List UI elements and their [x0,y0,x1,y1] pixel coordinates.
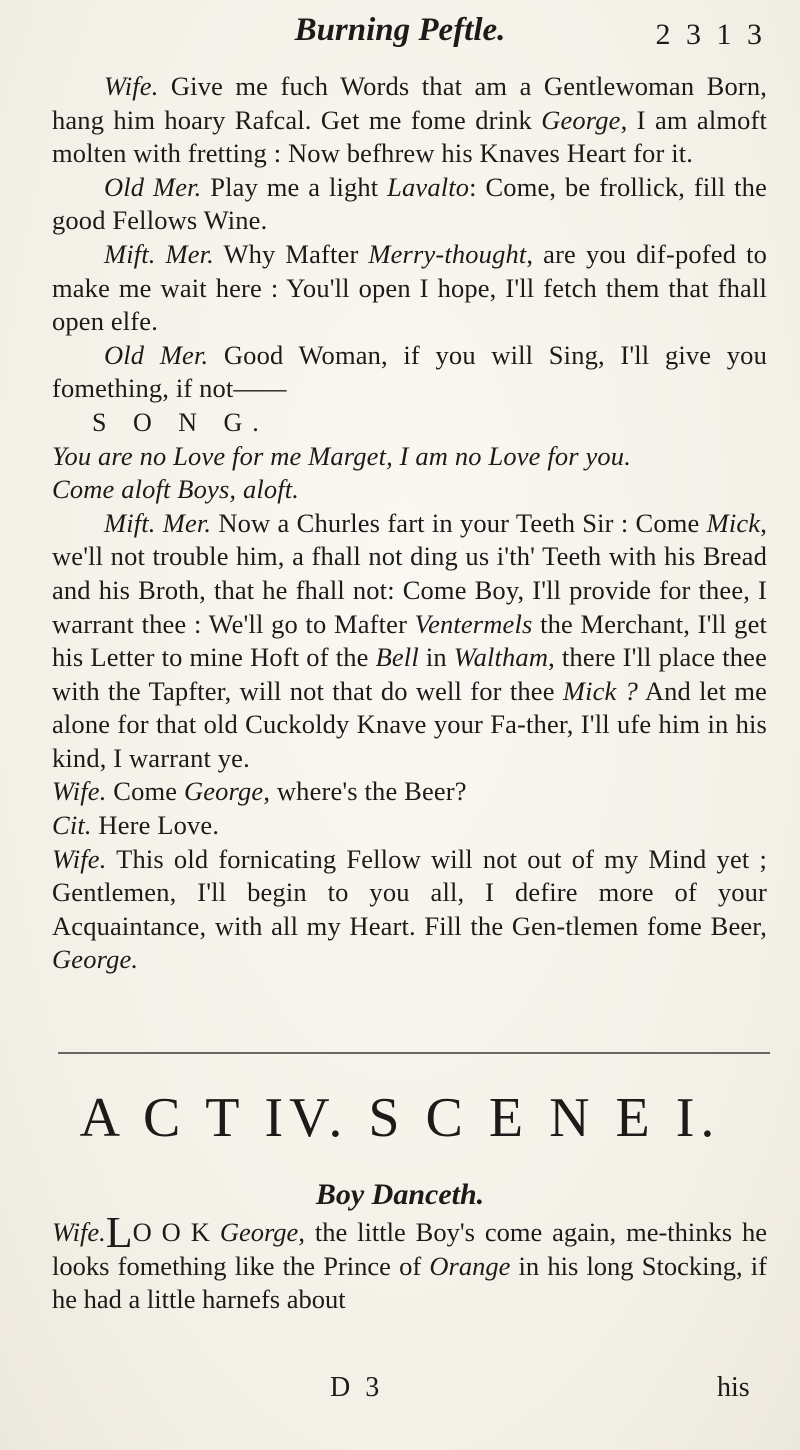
song-line: Come aloft Boys, aloft. [52,474,300,505]
speech-text: , we'll not trouble him, a fhall not ding us i'th' Teeth with his Bread and his Broth, that he fhall not: Come Boy, I'll provide for thee, I warrant thee : We'll go to Mafter [52,507,767,639]
drop-cap: L [105,1208,133,1257]
speech-text: Why Mafter [213,238,369,269]
speech-emphasis: Lavalto [387,171,470,202]
speaker-name: Wife. [104,71,159,101]
speech-wife-1 [52,70,767,171]
speech-emphasis: George. [52,944,139,975]
speaker-name: Wife. [52,1217,106,1247]
speech-wife-2 [52,775,767,809]
speech-text: O O K [132,1217,220,1247]
section-divider [58,1052,770,1054]
dialogue-block [52,70,767,977]
speech-emphasis: Ventermels [414,608,533,639]
speech-mistress-merrythought-2 [52,507,767,776]
speech-emphasis: Bell [375,642,419,673]
speech-text: in [418,642,454,673]
speech-text: , I am almoft molten with fretting : Now befhrew his Knaves Heart for it. [52,104,767,169]
stage-direction: Boy Danceth. [315,1178,485,1211]
scene-dialogue [52,1208,767,1317]
speech-text: in his long Stocking, if he had a little harnefs about [52,1250,767,1315]
speech-text: Give me fuch Words that am a Gentlewoman Born, hang him hoary Rafcal. Get me fome drink [52,71,767,135]
speech-text: This old fornicating Fellow will not out of my Mind yet ; Gentlemen, I'll begin to you all, I defire more of your Acquaintance, with all my Heart. Fill the Gen-tlemen fome Beer, [52,843,767,941]
speaker-name: Wife. [52,843,107,874]
page-header [0,12,800,52]
speech-old-merrythought-2 [52,339,767,406]
song-line: You are no Love for me Marget, I am no Love for you. [52,440,631,471]
speech-citizen [52,809,767,843]
speech-wife-3 [52,843,767,977]
page-number: 2 3 1 3 [655,18,766,51]
act-scene-heading: A C T IV. S C E N E I. [79,1087,721,1149]
speech-emphasis: George [541,104,621,135]
song-lyrics [52,440,767,507]
speech-text: And let me alone for that old Cuckoldy Knave your Fa-ther, I'll ufe him in his kind, I warrant ye. [52,675,767,773]
speech-text: , there I'll place thee with the Tapfter, will not that do well for thee [52,642,767,706]
speech-old-merrythought-1 [52,171,767,238]
speech-text: Here Love. [91,810,220,841]
speaker-name: Wife. [52,776,107,807]
song-heading: S O N G. [92,407,269,437]
catchword: his [717,1372,750,1403]
signature-mark: D 3 [330,1372,384,1403]
speech-emphasis: Merry-thought [368,238,527,269]
speech-emphasis: George [219,1217,299,1247]
speech-text: Now a Churles fart in your Teeth Sir : Come [211,507,707,538]
speech-wife-4 [52,1208,767,1317]
speech-text: Good Woman, if you will Sing, I'll give you fomething, if not—— [52,339,767,404]
speech-text: the Merchant, I'll get his Letter to mine Hoft of the [52,608,768,673]
speech-text: , are you dif-pofed to make me wait here : You'll open I hope, I'll fetch them that fhall open elfe. [52,238,767,337]
speech-emphasis: Orange [429,1250,511,1281]
speech-text: : Come, be frollick, fill the good Fellows Wine. [52,171,767,236]
speech-text: Come [106,776,184,807]
speech-text: , where's the Beer? [263,776,467,807]
speaker-name: Cit. [52,810,92,841]
speaker-name: Mift. Mer. [104,507,212,538]
speech-mistress-merrythought-1 [52,238,767,339]
speaker-name: Old Mer. [104,339,209,370]
speech-emphasis: Mick ? [562,675,639,706]
speech-emphasis: Mick [706,507,761,538]
speaker-name: Mift. Mer. [104,238,214,269]
speech-emphasis: George [183,776,264,807]
speech-text: , the little Boy's come again, me-thinks he looks fomething like the Prince of [52,1217,767,1281]
speech-emphasis: Waltham [453,642,549,673]
running-title: Burning Peftle. [294,12,506,48]
speech-text: Play me a light [201,171,388,202]
speaker-name: Old Mer. [104,171,202,202]
